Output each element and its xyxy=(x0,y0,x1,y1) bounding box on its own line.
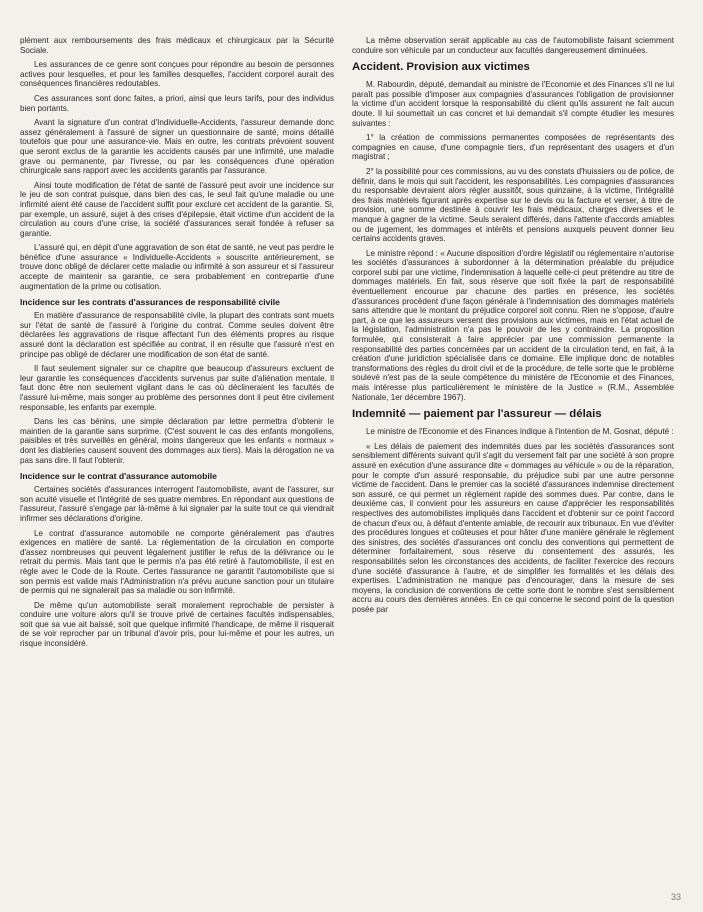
paragraph: 2° la possibilité pour ces commissions, au vu des constats d'huissiers ou de police, de définir, dans le mois qui suit l'accident, les responsabilités. Les compagnies d'assurances du responsable devraient alors régler aussitôt, sous quinzaine, à la victime, l'intégralité des frais matériels figurant après expertise sur le devis ou la facture et verser, à titre de provision, une somme destinée à couvrir les frais médicaux, charges diverses et le manque à gagner de la victime. Seuls seraient différés, dans l'attente d'accords amiables ou de jugement, les dommages et intérêts et pensions auxquels peuvent donner lieu certains accidents graves. xyxy=(352,166,675,244)
paragraph: Le ministre répond : « Aucune disposition d'ordre législatif ou réglementaire n'autorise les sociétés d'assurances à subordonner à la détermination préalable du préjudice corporel subi par une victime, l'indemnisation à laquelle celle-ci peut prétendre au titre de dommages matériels. En fait, sous réserve que soit fixée la part de responsabilité éventuellement encourue par chacune des parties en présence, les sociétés d'assurances procèdent d'une façon générale à l'indemnisation des dommages matériels sans attendre que le montant du préjudice corporel soit connu. Rien ne s'oppose, d'autre part, à ce que les assureurs versent des provisions aux victimes, mais en l'état actuel de la législation, l'administration n'a pas le pouvoir de les y contraindre. La proposition formulée, qui consisterait à faire apprécier par une commission permanente la responsabilité des parties concernées par un accident de la circulation tend, en fait, à la création d'une juridiction spécialisée dans ce domaine. Elle implique donc de notables transformations des règles du droit civil et de la procédure, de telle sorte que le problème soulevé n'est pas de la seule compétence du ministère de l'Economie et des Finances, mais intéresse plus particulièrement le ministère de la Justice » (R.M., Assemblée Nationale, 1er décembre 1967). xyxy=(352,248,674,402)
page-number: 33 xyxy=(670,892,681,902)
paragraph: plément aux remboursements des frais médicaux et chirurgicaux par la Sécurité Sociale. xyxy=(20,36,334,55)
section-heading: Incidence sur le contrat d'assurance automobile xyxy=(20,471,217,482)
section-heading: Indemnité — paiement par l'assureur — délais xyxy=(352,408,602,421)
paragraph: Ces assurances sont donc faites, a priori, ainsi que leurs tarifs, pour des individus bien portants. xyxy=(20,93,334,113)
paragraph: De même qu'un automobiliste serait moralement reprochable de persister à conduire une voiture alors qu'il se trouve privé de certaines facultés indispensables, soit que sa vue ait baissé, soit que quelque infirmité l'handicape, de même il risquerait de se voir reprocher par un tribunal d'avoir pris, pour lui-même et pour les autres, un risque inconsidéré. xyxy=(20,600,334,649)
paragraph: En matière d'assurance de responsabilité civile, la plupart des contrats sont muets sur l'état de santé de l'assuré à l'origine du contrat. Comme seules doivent être déclarées les aggravations de risque affectant l'un des éléments propres au risque assuré dont la déclaration est spécifiée au contrat, il en résulte que l'assuré n'est en principe pas obligé de déclarer une modification de son état de santé. xyxy=(20,311,334,359)
paragraph: M. Rabourdin, député, demandait au ministre de l'Economie et des Finances s'il ne lui paraît pas possible d'imposer aux compagnies d'assurances l'obligation de provisionner la victime d'un accident lorsque la responsabilité du client qu'ils assurent ne fait aucun doute. Il lui soumettait un cas concret et lui demandait s'il compte étudier les mesures suivantes : xyxy=(352,80,674,128)
paragraph: 1° la création de commissions permanentes composées de représentants des compagnies en cause, d'une compagnie tiers, d'un représentant des usagers et d'un magistrat ; xyxy=(352,133,674,162)
paragraph: Il faut seulement signaler sur ce chapitre que beaucoup d'assureurs excluent de leur garantie les conséquences d'accidents survenus par suite d'aliénation mentale. Il faut donc être non seulement vigilant dans le cas où déclineraient les facultés de l'assuré lui-même, mais songer au problème des personnes dont il peut être civilement responsable, les enfants par exemple. xyxy=(20,364,334,412)
paragraph: Certaines sociétés d'assurances interrogent l'automobiliste, avant de l'assurer, sur son acuité visuelle et l'intégrité de ses quatre membres. En répondant aux questions de l'assureur, l'assuré s'engage par là-même à lui signaler par la suite tout ce qui viendrait infirmer ses déclarations d'origine. xyxy=(20,485,334,523)
paragraph: « Les délais de paiement des indemnités dues par les sociétés d'assurances sont sensiblement différents suivant qu'il s'agit du versement fait par une société à son propre assuré en exécution d'une assurance dite « dommages au véhicule » ou de la réparation, pour le compte d'un assuré responsable, du préjudice subi par une autre personne victime de l'accident. Dans le premier cas la société d'assurances indemnise directement son assuré, ce qui permet un règlement rapide des sommes dues. Par contre, dans le deuxième cas, il convient pour les assureurs en cause d'apprécier les responsabilités respectives des automobilistes impliqués dans l'accident et d'obtenir sur ce point l'accord de chacun d'eux ou, à défaut d'entente amiable, de recourir aux tribunaux. En vue d'éviter des procédures longues et coûteuses et pour hâter d'une manière générale le règlement des sinistres, des sociétés d'assurances ont conclu des conventions qui permettent de déterminer forfaitairement, sous réserve du consentement des assurés, les responsabilités selon les circonstances des accidents, de faciliter l'exercice des recours d'une société d'assurance à l'autre, et de simplifier les formalités et les délais des expertises. L'administration ne manque pas d'encourager, dans la mesure de ses moyens, la conclusion de conventions de cette sorte dont le nombre s'est sensiblement accru au cours des dernières années. En ce qui concerne le second point de la question posée par xyxy=(352,441,674,614)
paragraph: Le contrat d'assurance automobile ne comporte généralement pas d'autres exigences en matière de santé. La réglementation de la circulation en comporte d'assez nombreuses qui peuvent légalement justifier le refus de la délivrance ou le retrait du permis. Mais tant que le permis n'a pas été retiré à l'automobiliste, il est en règle avec le Code de la Route. Certes l'assurance ne garantit l'automobiliste que si son permis est valide mais l'Administration n'a prévu aucune sanction pour un titulaire de permis qui ne signalerait pas sa maladie ou son infirmité. xyxy=(20,528,334,596)
paragraph: Dans les cas bénins, une simple déclaration par lettre permettra d'obtenir le maintien de la garantie sans surprime. (C'est souvent le cas des enfants mongoliens, paisibles et très surveillés en général, moins dangereux que les enfants « normaux » dont les diableries causent souvent des dommages aux tiers). Mais la dérogation ne va pas sans dire. Il faut l'obtenir. xyxy=(20,417,334,465)
section-heading: Incidence sur les contrats d'assurances de responsabilité civile xyxy=(20,297,280,308)
paragraph: L'assuré qui, en dépit d'une aggravation de son état de santé, ne veut pas perdre le bénéfice d'une assurance « Individuelle-Accidents » souscrite antérieurement, se trouve donc obligé de déclarer cette maladie ou infirmité à son assureur et si l'assureur accepte de maintenir sa garantie, ce sera probablement en contrepartie d'une augmentation de la prime ou cotisation. xyxy=(20,243,334,291)
paragraph: Les assurances de ce genre sont conçues pour répondre au besoin de personnes actives pour lesquelles, et pour les familles desquelles, l'accident corporel aurait des conséquences financières redoutables. xyxy=(20,60,334,89)
left-column xyxy=(20,36,334,654)
paragraph: La même observation serait applicable au cas de l'automobiliste faisant sciemment conduire son véhicule par un conducteur aux facultés dangereusement diminuées. xyxy=(352,36,674,55)
right-column xyxy=(352,36,674,619)
section-heading: Accident. Provision aux victimes xyxy=(352,61,530,74)
paragraph: Avant la signature d'un contrat d'Individuelle-Accidents, l'assureur demande donc assez généralement à l'assuré de signer un questionnaire de santé, moins détaillé toutefois que pour une assurance-vie. Mais en outre, les contrats prévoient souvent que seront exclus de la garantie les accidents causés par une infirmité, une maladie grave ou permanente, par l'ivresse, ou par les conséquences d'une opération chirurgicale sans rapport avec les accidents garantis par l'assurance. xyxy=(20,118,334,176)
paragraph: Ainsi toute modification de l'état de santé de l'assuré peut avoir une incidence sur le jeu de son contrat puisque, dans bien des cas, le seul fait qu'une maladie ou une infirmité aient été cause de l'accident suffit pour exclure cet accident de la garantie. Si, par exemple, un assuré, sujet à des crises d'épilepsie, était victime d'un accident de la circulation au cours d'une crise, la société d'assurances serait fondée à refuser sa garantie. xyxy=(20,180,334,238)
paragraph: Le ministre de l'Economie et des Finances indique à l'intention de M. Gosnat, député : xyxy=(366,427,674,437)
